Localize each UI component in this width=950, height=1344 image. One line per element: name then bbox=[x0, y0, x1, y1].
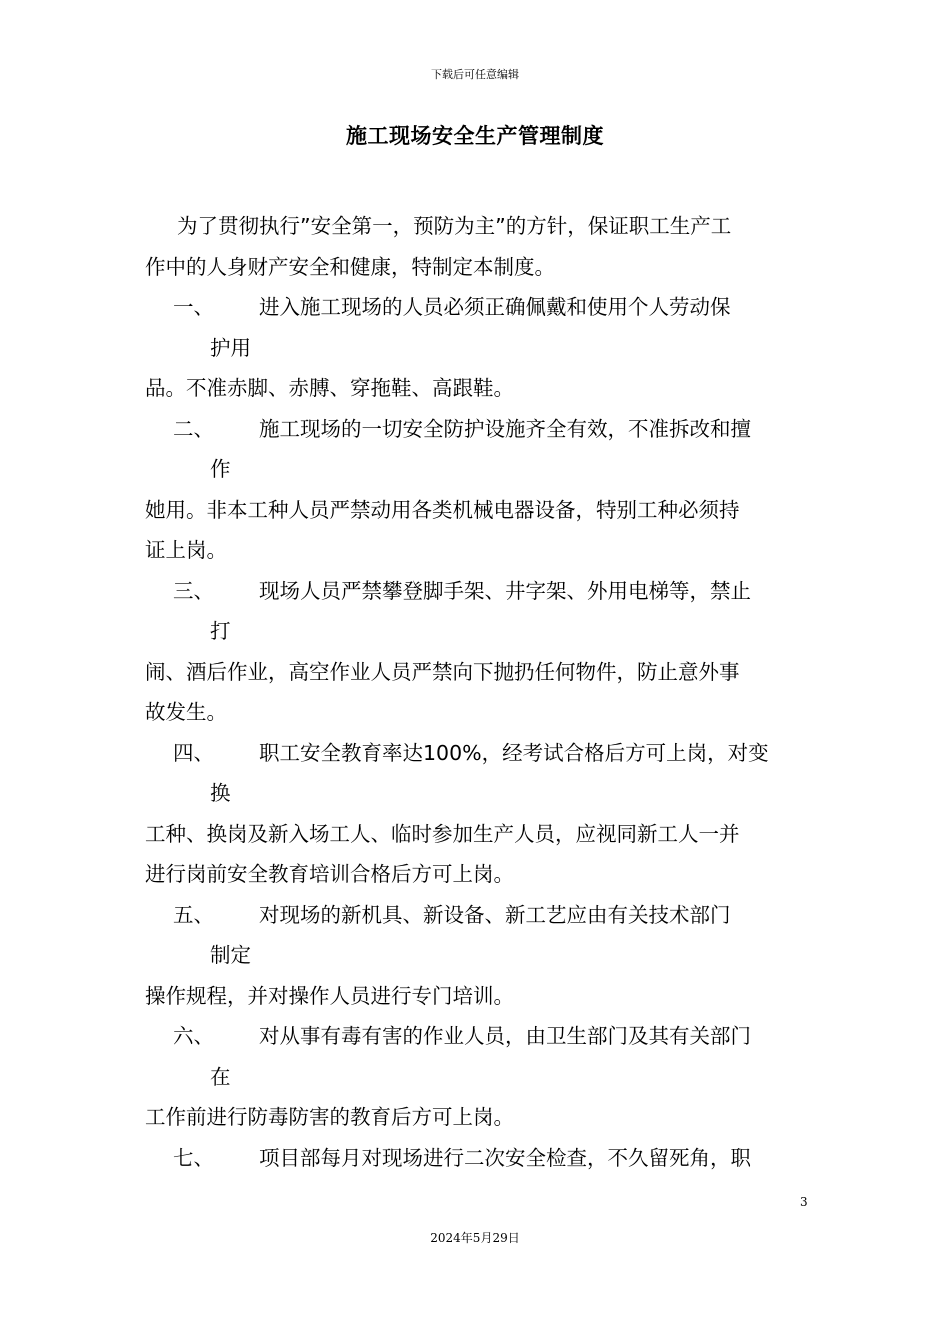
footer-date: 2024年5月29日 bbox=[430, 1231, 520, 1245]
document-title: 施工现场安全生产管理制度 bbox=[346, 124, 604, 148]
rule-text-cont: 闹、酒后作业，高空作业人员严禁向下抛扔任何物件，防止意外事 bbox=[145, 659, 740, 684]
rule-number: 五、 bbox=[173, 902, 214, 927]
rule-item-6 bbox=[145, 1016, 810, 1057]
rule-text-cont: 工种、换岗及新入场工人、临时参加生产人员，应视同新工人一并 bbox=[145, 821, 740, 846]
rule-text-wrap: 在 bbox=[210, 1064, 231, 1089]
rule-number: 七、 bbox=[173, 1145, 214, 1170]
rule-text: 施工现场的一切安全防护设施齐全有效，不准拆改和擅 bbox=[259, 416, 751, 441]
rule-number: 四、 bbox=[173, 740, 214, 765]
rule-number: 一、 bbox=[173, 295, 214, 319]
rule-text-cont: 证上岗。 bbox=[145, 538, 227, 562]
rule-text: 项目部每月对现场进行二次安全检查，不久留死角，职 bbox=[259, 1145, 751, 1170]
rule-number: 六、 bbox=[173, 1024, 214, 1048]
rule-item-7 bbox=[145, 1138, 810, 1179]
rule-item-4 bbox=[145, 733, 810, 774]
rule-text-wrap: 换 bbox=[210, 781, 231, 805]
rule-number: 三、 bbox=[173, 578, 214, 603]
header-note: 下载后可任意编辑 bbox=[431, 68, 519, 81]
rule-text: 职工安全教育率达100%，经考试合格后方可上岗，对变 bbox=[259, 740, 769, 765]
rule-text-cont: 她用。非本工种人员严禁动用各类机械电器设备，特别工种必须持 bbox=[145, 497, 740, 522]
page-number: 3 bbox=[800, 1195, 808, 1209]
intro-line: 作中的人身财产安全和健康，特制定本制度。 bbox=[145, 254, 555, 279]
document-body bbox=[145, 206, 810, 1178]
rule-item-3 bbox=[145, 571, 810, 612]
rule-text-wrap: 护用 bbox=[210, 335, 251, 360]
rule-text-wrap: 打 bbox=[210, 619, 231, 643]
rule-text: 进入施工现场的人员必须正确佩戴和使用个人劳动保 bbox=[259, 295, 731, 319]
intro-line: 为了贯彻执行”安全第一，预防为主”的方针，保证职工生产工 bbox=[177, 214, 732, 238]
rule-item-1 bbox=[145, 287, 810, 328]
rule-text: 对从事有毒有害的作业人员，由卫生部门及其有关部门 bbox=[259, 1024, 751, 1048]
rule-text: 现场人员严禁攀登脚手架、井字架、外用电梯等，禁止 bbox=[259, 578, 751, 603]
rule-text-cont: 品。不准赤脚、赤膊、穿拖鞋、高跟鞋。 bbox=[145, 376, 514, 400]
rule-text-wrap: 作 bbox=[210, 457, 231, 481]
rule-text-cont: 故发生。 bbox=[145, 700, 227, 724]
rule-number: 二、 bbox=[173, 416, 214, 441]
rule-text-wrap: 制定 bbox=[210, 943, 251, 967]
rule-text-cont: 进行岗前安全教育培训合格后方可上岗。 bbox=[145, 862, 514, 886]
rule-item-5 bbox=[145, 895, 810, 936]
rule-item-2 bbox=[145, 409, 810, 450]
rule-text-cont: 操作规程，并对操作人员进行专门培训。 bbox=[145, 983, 514, 1008]
rule-text: 对现场的新机具、新设备、新工艺应由有关技术部门 bbox=[259, 902, 731, 927]
rule-text-cont: 工作前进行防毒防害的教育后方可上岗。 bbox=[145, 1105, 514, 1129]
